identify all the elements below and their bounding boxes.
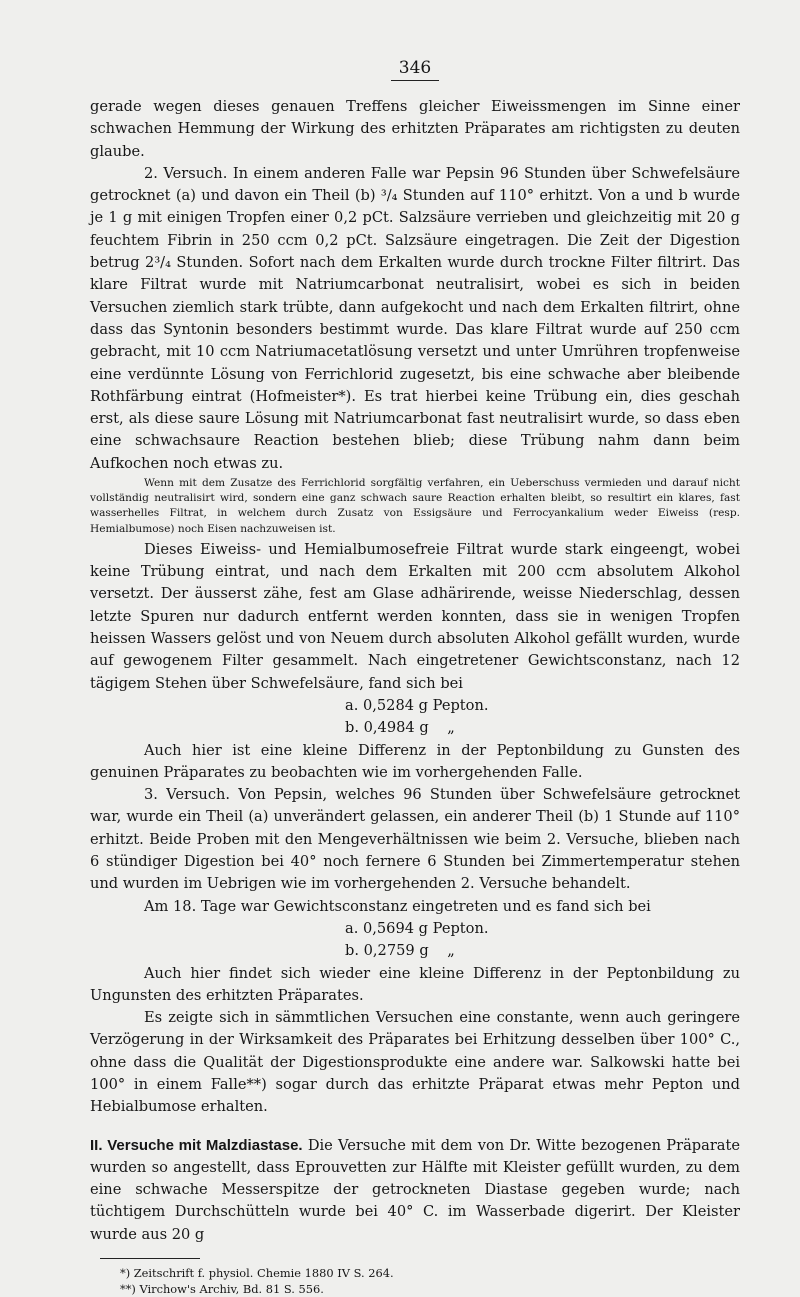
- paragraph-note-ferrichlorid: Wenn mit dem Zusatze des Ferrichlorid sorgfältig verfahren, ein Ueberschuss vermieden und darauf nicht vollständig neutralisirt wird, sondern eine ganz schwach saure Reaction erhalten bleibt, so resultirt ein klares, fast wasserhelles Filtrat, in welchem durch Zusatz von Essigsäure und Ferrocyankalium weder Eiweiss (resp. Hemialbumose) noch Eisen nachzuweisen ist.: [90, 477, 740, 535]
- page-number: 346: [90, 58, 740, 78]
- document-page: [90, 58, 740, 1297]
- paragraph-versuch-2: 2. Versuch. In einem anderen Falle war Pepsin 96 Stunden über Schwefelsäure getrocknet (a) und davon ein Theil (b) ³/₄ Stunden auf 110° erhitzt. Von a und b wurde je 1 g mit einigen Tropfen einer 0,2 pCt. Salzsäure verrieben und gleichzeitig mit 20 g feuchtem Fibrin in 250 ccm 0,2 pCt. Salzsäure eingetragen. Die Zeit der Digestion betrug 2³/₄ Stunden. Sofort nach dem Erkalten wurde durch trockne Filter filtrirt. Das klare Filtrat wurde mit Natriumcarbonat neutralisirt, wobei es sich in beiden Versuchen ziemlich stark trübte, dann aufgekocht und nach dem Erkalten filtrirt, ohne dass das Syntonin besonders bestimmt wurde. Das klare Filtrat wurde auf 250 ccm gebracht, mit 10 ccm Natriumacetatlösung versetzt und unter Umrühren tropfenweise eine verdünnte Lösung von Ferrichlorid zugesetzt, bis eine schwache aber bleibende Rothfärbung eintrat (Hofmeister*). Es trat hierbei keine Trübung ein, dies geschah erst, als diese saure Lösung mit Natriumcarbonat fast neutralisirt wurde, so dass eben eine schwachsaure Reaction bestehen blieb; diese Trübung nahm dann beim Aufkochen noch etwas zu.: [90, 164, 740, 472]
- paragraph-summary: Es zeigte sich in sämmtlichen Versuchen eine constante, wenn auch geringere Verzögerung in der Wirksamkeit des Präparates bei Erhitzung desselben über 100° C., ohne dass die Qualität der Digestionsprodukte eine andere war. Salkowski hatte bei 100° in einem Falle**) sogar durch das erhitzte Präparat etwas mehr Pepton und Hebialbumose erhalten.: [90, 1009, 740, 1116]
- paragraph-versuch-3: 3. Versuch. Von Pepsin, welches 96 Stunden über Schwefelsäure getrocknet war, wurde ein Theil (a) unverändert gelassen, ein anderer Theil (b) 1 Stunde auf 110° erhitzt. Beide Proben mit den Mengeverhältnissen wie beim 2. Versuche, blieben nach 6 stündiger Digestion bei 40° noch fernere 6 Stunden bei Zimmertemperatur stehen und wurden im Uebrigen wie im vorhergehenden 2. Versuche behandelt.: [90, 786, 740, 893]
- footnote-rule: [100, 1258, 200, 1259]
- paragraph-differenz-2: Auch hier findet sich wieder eine kleine Differenz in der Peptonbildung zu Ungunsten des erhitzten Präparates.: [90, 964, 740, 1004]
- footnote-2: **) Virchow's Archiv, Bd. 81 S. 556.: [120, 1282, 324, 1297]
- result-b-1: b. 0,4984 g „: [345, 719, 455, 737]
- footnote-1: *) Zeitschrift f. physiol. Chemie 1880 IV S. 264.: [120, 1266, 394, 1281]
- paragraph-differenz-1: Auch hier ist eine kleine Differenz in der Peptonbildung zu Gunsten des genuinen Präparates zu beobachten wie im vorhergehenden Falle.: [90, 741, 740, 781]
- result-a-2: a. 0,5694 g Pepton.: [345, 919, 489, 937]
- paragraph-tag-18: Am 18. Tage war Gewichtsconstanz eingetreten und es fand sich bei: [144, 897, 651, 915]
- section-text: Die Versuche mit dem von Dr. Witte bezogenen Präparate wurden so angestellt, dass Eprouvetten zur Hälfte mit Kleister gefüllt wurden, zu dem eine schwache Messerspitze der getrockneten Diastase gegeben wurde; nach tüchtigem Durchschütteln wurde bei 40° C. im Wasserbade digerirt. Der Kleister wurde aus 20 g: [90, 1136, 740, 1243]
- section-malzdiastase: [90, 1135, 740, 1246]
- paragraph-1: gerade wegen dieses genauen Treffens gleicher Eiweissmengen im Sinne einer schwachen Hemmung der Wirkung des erhitzten Präparates am richtigsten zu deuten glaube.: [90, 98, 740, 160]
- paragraph-filtrat: Dieses Eiweiss- und Hemialbumosefreie Filtrat wurde stark eingeengt, wobei keine Trübung eintrat, und nach dem Erkalten mit 200 ccm absolutem Alkohol versetzt. Der äusserst zähe, fest am Glase adhärirende, weisse Niederschlag, dessen letzte Spuren nur dadurch entfernt werden konnten, dass sie in wenigen Tropfen heissen Wassers gelöst und von Neuem durch absoluten Alkohol gefällt wurden, wurde auf gewogenem Filter gesammelt. Nach eingetretener Gewichtsconstanz, nach 12 tägigem Stehen über Schwefelsäure, fand sich bei: [90, 540, 740, 692]
- result-a-1: a. 0,5284 g Pepton.: [345, 696, 489, 714]
- result-b-2: b. 0,2759 g „: [345, 942, 455, 960]
- section-heading: II. Versuche mit Malzdiastase.: [90, 1136, 303, 1154]
